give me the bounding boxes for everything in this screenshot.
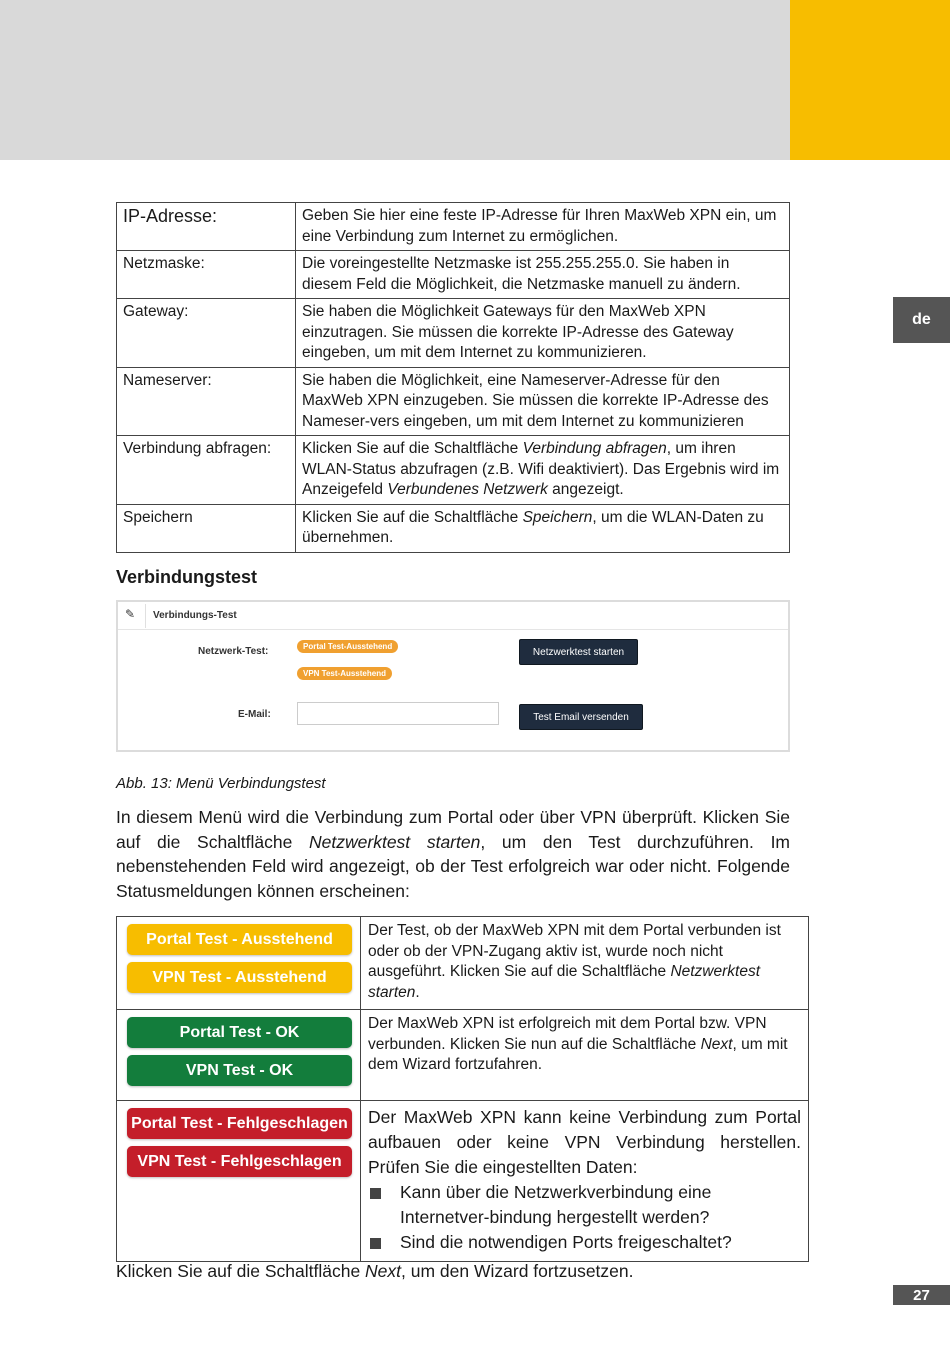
- check-list: [368, 1180, 801, 1255]
- network-test-label: Netzwerk-Test:: [198, 646, 269, 657]
- setting-term: IP-Adresse:: [117, 203, 296, 251]
- status-badges-cell: [117, 917, 361, 1010]
- email-label: E-Mail:: [238, 709, 271, 720]
- settings-row: [117, 504, 790, 552]
- settings-row: [117, 436, 790, 505]
- status-row: [117, 1010, 809, 1101]
- section-heading: Verbindungstest: [116, 567, 258, 587]
- page-number: 27: [893, 1285, 950, 1305]
- send-test-email-button[interactable]: Test Email versenden: [519, 704, 643, 730]
- square-bullet-icon: [370, 1238, 381, 1249]
- connection-test-screenshot: [116, 600, 790, 752]
- portal-pending-badge: Portal Test - Ausstehend: [127, 924, 352, 955]
- check-list-item: [368, 1230, 801, 1255]
- email-input[interactable]: [297, 702, 499, 725]
- status-row: [117, 917, 809, 1010]
- panel-title: Verbindungs-Test: [153, 610, 237, 621]
- portal-pending-badge: Portal Test-Ausstehend: [297, 640, 398, 653]
- failure-intro: Der MaxWeb XPN kann keine Verbindung zum Portal aufbauen oder keine VPN Verbindung herstellen. Prüfen Sie die eingestellten Daten:: [368, 1107, 801, 1177]
- settings-row: [117, 299, 790, 368]
- start-network-test-button[interactable]: Netzwerktest starten: [519, 639, 638, 665]
- header-band: [0, 0, 790, 160]
- status-description: Der MaxWeb XPN ist erfolgreich mit dem Portal bzw. VPN verbunden. Klicken Sie nun auf die Schaltfläche Next, um mit dem Wizard fortzufahren.: [361, 1010, 809, 1101]
- settings-row: [117, 367, 790, 436]
- portal-failed-badge: Portal Test - Fehlgeschlagen: [127, 1108, 352, 1139]
- settings-table: [116, 202, 790, 553]
- setting-description: Klicken Sie auf die Schaltfläche Verbindung abfragen, um ihren WLAN-Status abzufragen (z.B. Wifi deaktiviert). Das Ergebnis wird im Anzeigefeld Verbundenes Netzwerk angezeigt.: [296, 436, 790, 505]
- setting-term: Speichern: [117, 504, 296, 552]
- panel-header: [118, 602, 788, 630]
- setting-term: Netzmaske:: [117, 251, 296, 299]
- vpn-pending-badge: VPN Test-Ausstehend: [297, 667, 392, 680]
- setting-term: Verbindung abfragen:: [117, 436, 296, 505]
- setting-term: Gateway:: [117, 299, 296, 368]
- square-bullet-icon: [370, 1188, 381, 1199]
- setting-description: Sie haben die Möglichkeit Gateways für den MaxWeb XPN einzutragen. Sie müssen die korrekte IP-Adresse des Gateway eingeben, um mit dem Internet zu kommunizieren.: [296, 299, 790, 368]
- status-badges-cell: [117, 1010, 361, 1101]
- pencil-icon[interactable]: ✎: [125, 607, 136, 621]
- status-table: [116, 916, 809, 1262]
- settings-row: [117, 251, 790, 299]
- status-description: [361, 1101, 809, 1262]
- setting-description: Klicken Sie auf die Schaltfläche Speichern, um die WLAN-Daten zu übernehmen.: [296, 504, 790, 552]
- footer-paragraph: Klicken Sie auf die Schaltfläche Next, um den Wizard fortzusetzen.: [116, 1261, 634, 1281]
- header-accent: [790, 0, 950, 160]
- setting-description: Die voreingestellte Netzmaske ist 255.255.255.0. Sie haben in diesem Feld die Möglichkeit, die Netzmaske manuell zu ändern.: [296, 251, 790, 299]
- header-divider: [145, 604, 146, 628]
- portal-ok-badge: Portal Test - OK: [127, 1017, 352, 1048]
- check-list-item: [368, 1180, 801, 1230]
- check-list-text: Sind die notwendigen Ports freigeschaltet?: [400, 1232, 732, 1252]
- vpn-failed-badge: VPN Test - Fehlgeschlagen: [127, 1146, 352, 1177]
- check-list-text: Kann über die Netzwerkverbindung eine Internetver-bindung hergestellt werden?: [400, 1182, 712, 1227]
- body-paragraph: In diesem Menü wird die Verbindung zum Portal oder über VPN überprüft. Klicken Sie auf die Schaltfläche Netzwerktest starten, um den Test durchzuführen. Im nebenstehenden Feld wird angezeigt, ob der Test erfolgreich war oder nicht. Folgende Statusmeldungen können erscheinen:: [116, 807, 791, 901]
- vpn-ok-badge: VPN Test - OK: [127, 1055, 352, 1086]
- status-description: Der Test, ob der MaxWeb XPN mit dem Portal verbunden ist oder ob der VPN-Zugang aktiv ist, wurde noch nicht ausgeführt. Klicken Sie auf die Schaltfläche Netzwerktest starten.: [361, 917, 809, 1010]
- figure-caption: Abb. 13: Menü Verbindungstest: [116, 775, 326, 792]
- setting-description: Geben Sie hier eine feste IP-Adresse für Ihren MaxWeb XPN ein, um eine Verbindung zum Internet zu ermöglichen.: [296, 203, 790, 251]
- vpn-pending-badge: VPN Test - Ausstehend: [127, 962, 352, 993]
- setting-description: Sie haben die Möglichkeit, eine Nameserver-Adresse für den MaxWeb XPN einzugeben. Sie müssen die korrekte IP-Adresse des Nameser-vers eingeben, um mit dem Internet zu kommunizieren: [296, 367, 790, 436]
- language-tab: de: [893, 297, 950, 343]
- settings-row: [117, 203, 790, 251]
- status-badges-cell: [117, 1101, 361, 1262]
- status-row: [117, 1101, 809, 1262]
- setting-term: Nameserver:: [117, 367, 296, 436]
